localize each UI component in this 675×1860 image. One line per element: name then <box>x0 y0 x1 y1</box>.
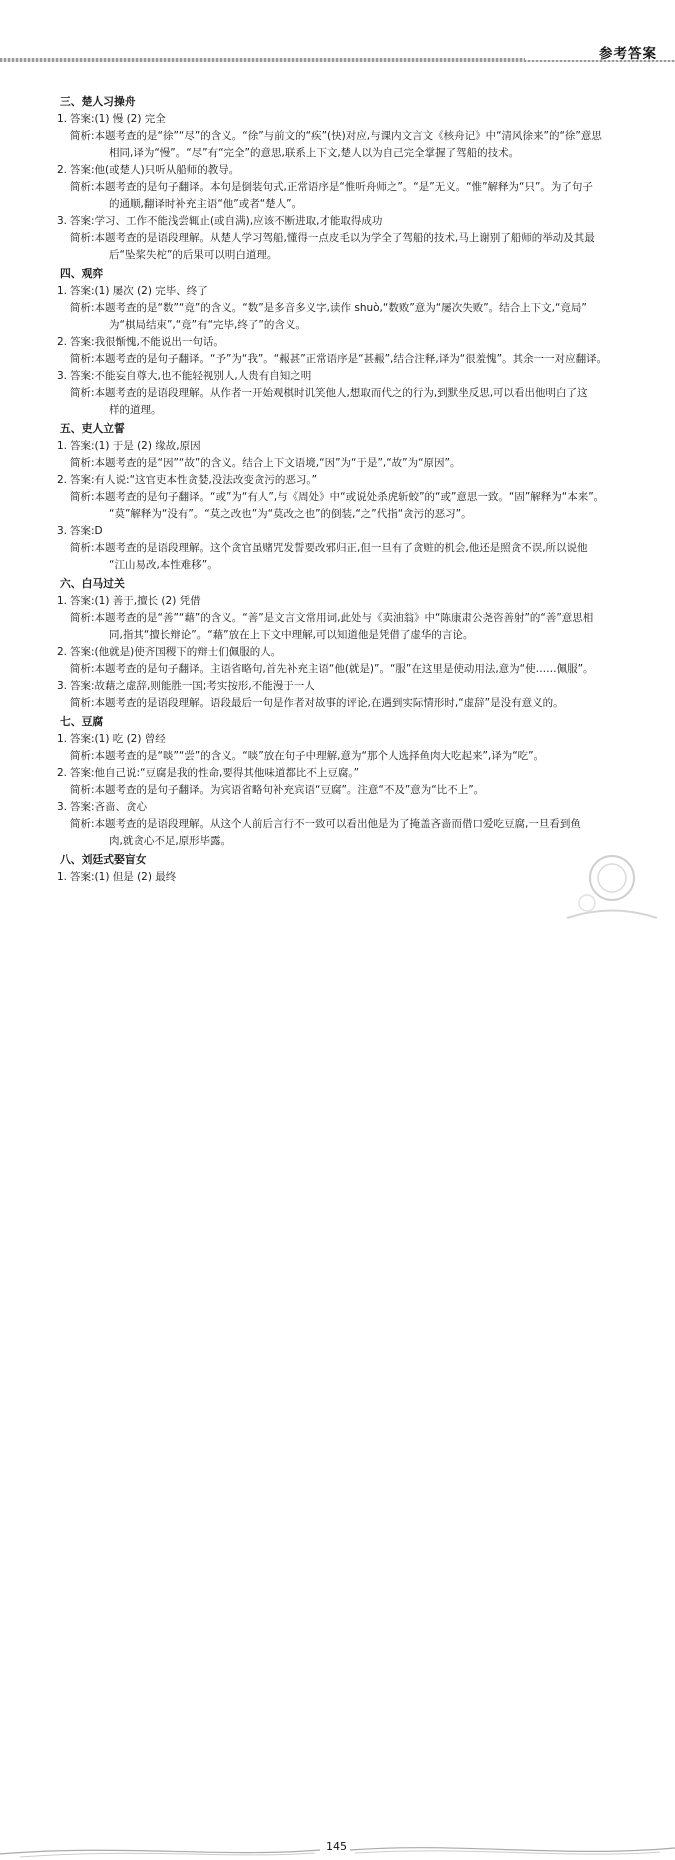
analysis-line: 简析:本题考查的是“数”“竟”的含义。“数”是多音多义字,读作 shuò,“数败”意为“屡次失败”。结合上下文,“竟局” <box>70 302 587 314</box>
question-number: 2. <box>57 164 68 176</box>
header-title: 参考答案 <box>599 46 657 62</box>
question-number: 1. <box>57 871 68 883</box>
question-number: 2. <box>57 646 68 658</box>
section-title: 六、白马过关 <box>60 577 125 590</box>
section-title: 八、刘廷式娶盲女 <box>60 853 147 866</box>
analysis-line: 简析:本题考查的是“啖”“尝”的含义。“啖”放在句子中理解,意为“那个人选择鱼肉大吃起来”,译为“吃”。 <box>70 750 545 762</box>
answer-text: 答案:我很惭愧,不能说出一句话。 <box>70 336 224 348</box>
section-title: 七、豆腐 <box>60 715 104 728</box>
answer-content <box>57 92 657 886</box>
answer-text: 答案:学习、工作不能浅尝辄止(或自满),应该不断进取,才能取得成功 <box>70 215 383 227</box>
question-item <box>57 438 657 455</box>
question-number: 2. <box>57 474 68 486</box>
section-title: 三、楚人习操舟 <box>60 95 136 108</box>
analysis-line: 相同,译为“慢”。“尽”有“完全”的意思,联系上下文,楚人以为自己完全掌握了驾船的技术。 <box>109 147 520 159</box>
analysis-line: 简析:本题考查的是语段理解。从作者一开始观棋时讥笑他人,想取而代之的行为,到默坐反思,可以看出他明白了这 <box>70 387 588 399</box>
analysis-line: “莫”解释为“没有”。“莫之改也”为“莫改之也”的倒装,“之”代指“贪污的恶习”。 <box>109 508 472 520</box>
question-item <box>57 162 657 179</box>
question-number: 3. <box>57 215 68 227</box>
page-footer <box>0 912 675 1853</box>
answer-text: 答案:(1) 屡次 (2) 完毕、终了 <box>70 285 208 297</box>
question-item <box>57 368 657 385</box>
question-number: 1. <box>57 285 68 297</box>
question-number: 1. <box>57 113 68 125</box>
section-title: 四、观弈 <box>60 267 104 280</box>
analysis-line: 简析:本题考查的是句子翻译。主语省略句,首先补充主语“他(就是)”。“服”在这里是使动用法,意为“使……佩服”。 <box>70 663 594 675</box>
question-item <box>57 765 657 782</box>
page-number: 145 <box>326 1840 347 1853</box>
analysis-line: 简析:本题考查的是“因”“故”的含义。结合上下文语境,“因”为“于是”,“故”为“原因”。 <box>70 457 461 469</box>
analysis-line: 简析:本题考查的是语段理解。语段最后一句是作者对故事的评论,在遇到实际情形时,“虚辞”是没有意义的。 <box>70 697 564 709</box>
analysis-line: 简析:本题考查的是句子翻译。“予”为“我”。“赧甚”正常语序是“甚赧”,结合注释,译为“很羞愧”。其余一一对应翻译。 <box>70 353 608 365</box>
answer-text: 答案:故藉之虚辞,则能胜一国;考实按形,不能漫于一人 <box>70 680 315 692</box>
question-item <box>57 731 657 748</box>
answer-text: 答案:有人说:“这官吏本性贪婪,没法改变贪污的恶习。” <box>70 474 318 486</box>
question-item <box>57 799 657 816</box>
question-number: 2. <box>57 336 68 348</box>
question-item <box>57 593 657 610</box>
analysis-line: 简析:本题考查的是“善”“藉”的含义。“善”是文言文常用词,此处与《卖油翁》中“陈康肃公尧咨善射”的“善”意思相 <box>70 612 594 624</box>
analysis-line: “江山易改,本性难移”。 <box>109 559 218 571</box>
answer-text: 答案:(1) 善于,擅长 (2) 凭借 <box>70 595 201 607</box>
answer-text: 答案:(1) 但是 (2) 最终 <box>70 871 177 883</box>
question-item <box>57 334 657 351</box>
answer-text: 答案:他自己说:“豆腐是我的性命,要得其他味道都比不上豆腐。” <box>70 767 360 779</box>
answer-text: 答案:D <box>70 525 103 537</box>
question-number: 1. <box>57 595 68 607</box>
analysis-line: 简析:本题考查的是语段理解。这个贪官虽赌咒发誓要改邪归正,但一旦有了贪赃的机会,他还是照贪不误,所以说他 <box>70 542 588 554</box>
analysis-line: 简析:本题考查的是句子翻译。为宾语省略句补充宾语“豆腐”。注意“不及”意为“比不上”。 <box>70 784 485 796</box>
question-number: 1. <box>57 733 68 745</box>
analysis-line: 肉,就贪心不足,原形毕露。 <box>109 835 232 847</box>
analysis-line: 简析:本题考查的是“徐”“尽”的含义。“徐”与前文的“疾”(快)对应,与课内文言文《核舟记》中“清风徐来”的“徐”意思 <box>70 130 602 142</box>
answer-text: 答案:(1) 于是 (2) 缘故,原因 <box>70 440 201 452</box>
question-item <box>57 644 657 661</box>
answer-text: 答案:(1) 吃 (2) 曾经 <box>70 733 166 745</box>
page-header <box>0 0 675 62</box>
analysis-line: 简析:本题考查的是语段理解。从楚人学习驾船,懂得一点皮毛以为学全了驾船的技术,马上谢别了船师的举动及其最 <box>70 232 595 244</box>
question-item <box>57 678 657 695</box>
analysis-line: 简析:本题考查的是语段理解。从这个人前后言行不一致可以看出他是为了掩盖吝啬而借口爱吃豆腐,一旦看到鱼 <box>70 818 581 830</box>
answer-text: 答案:(他就是)使齐国稷下的辩士们佩服的人。 <box>70 646 282 658</box>
answer-text: 答案:他(或楚人)只听从船师的教导。 <box>70 164 240 176</box>
question-item <box>57 283 657 300</box>
analysis-line: 后“坠桨失柁”的后果可以明白道理。 <box>109 249 278 261</box>
section-title: 五、吏人立誓 <box>60 422 125 435</box>
analysis-line: 为“棋局结束”,“竟”有“完毕,终了”的含义。 <box>109 319 306 331</box>
question-item <box>57 472 657 489</box>
analysis-line: 的通顺,翻译时补充主语“他”或者“楚人”。 <box>109 198 303 210</box>
question-number: 3. <box>57 801 68 813</box>
analysis-line: 简析:本题考查的是句子翻译。本句是倒装句式,正常语序是“惟听舟师之”。“是”无义。“惟”解释为“只”。为了句子 <box>70 181 593 193</box>
analysis-line: 简析:本题考查的是句子翻译。“或”为“有人”,与《周处》中“或说处杀虎斩蛟”的“或”意思一致。“固”解释为“本来”。 <box>70 491 605 503</box>
analysis-line: 样的道理。 <box>109 404 162 416</box>
question-item <box>57 213 657 230</box>
answer-text: 答案:(1) 慢 (2) 完全 <box>70 113 166 125</box>
question-number: 3. <box>57 680 68 692</box>
analysis-line: 同,指其“擅长辩论”。“藉”放在上下文中理解,可以知道他是凭借了虚华的言论。 <box>109 629 474 641</box>
answer-text: 答案:吝啬、贪心 <box>70 801 148 813</box>
question-number: 3. <box>57 370 68 382</box>
question-item <box>57 111 657 128</box>
question-number: 1. <box>57 440 68 452</box>
answer-text: 答案:不能妄自尊大,也不能轻视别人,人贵有自知之明 <box>70 370 312 382</box>
question-item <box>57 523 657 540</box>
question-number: 3. <box>57 525 68 537</box>
question-number: 2. <box>57 767 68 779</box>
